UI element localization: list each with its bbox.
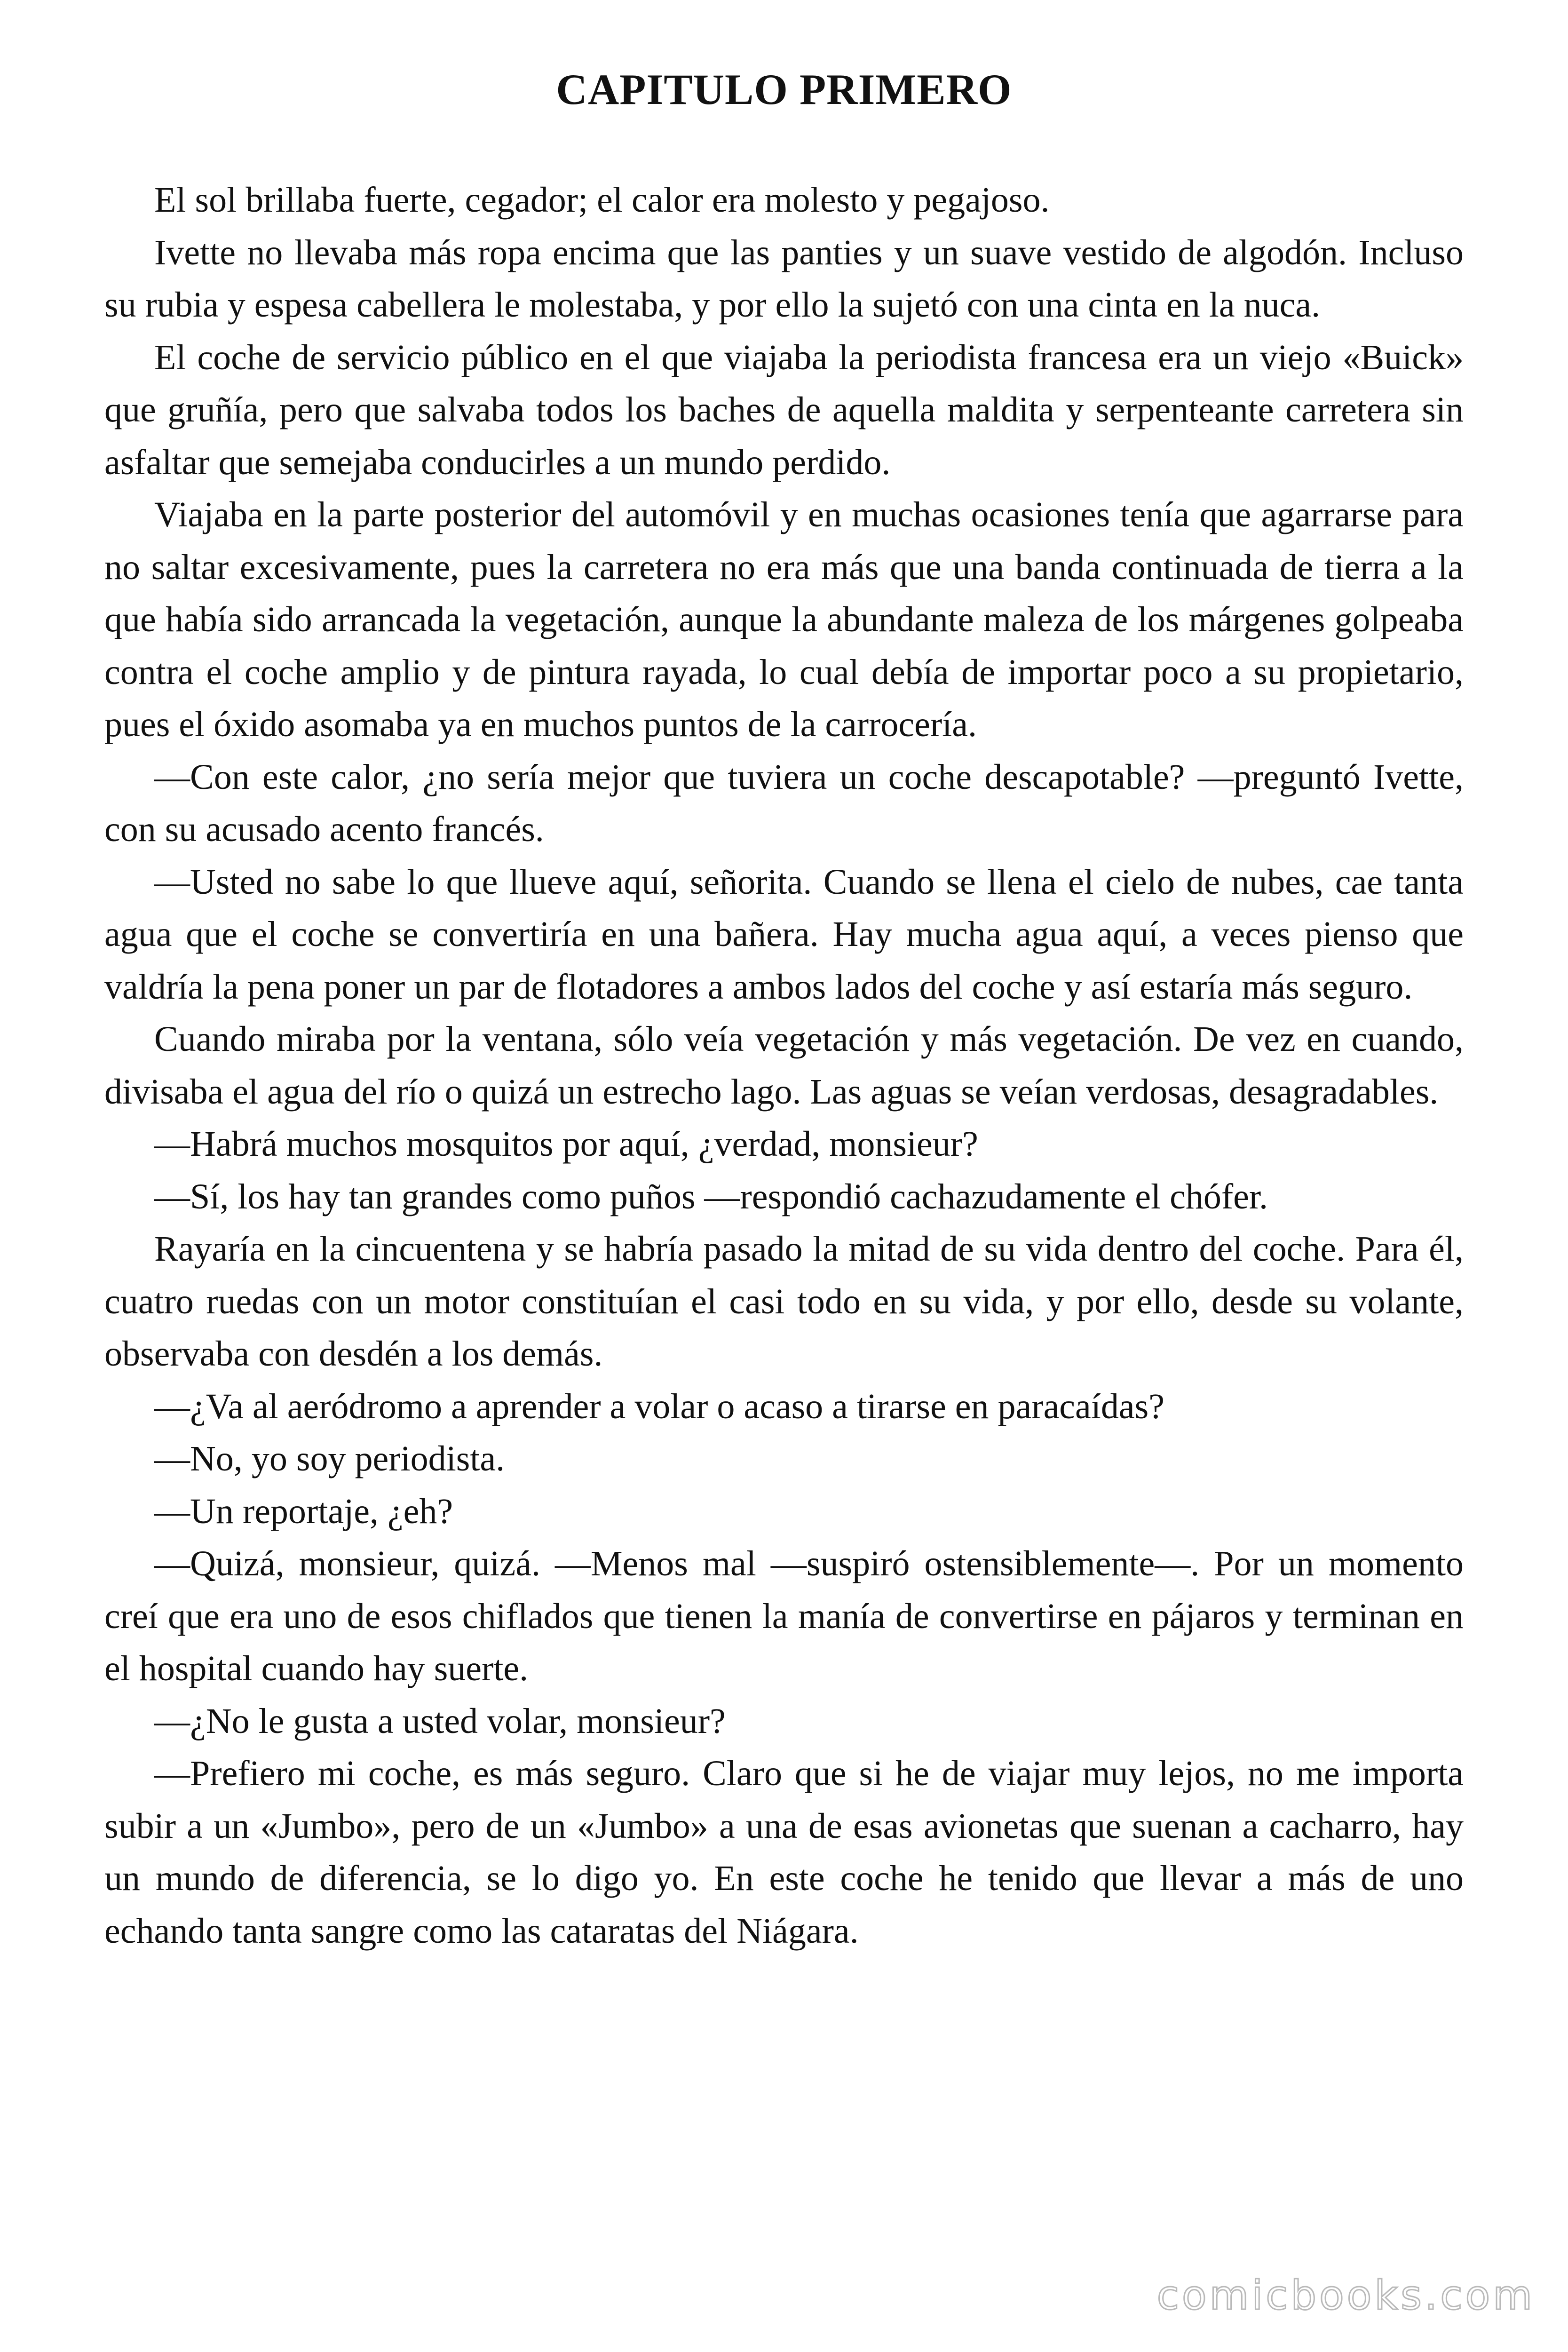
book-page <box>104 61 1464 1957</box>
paragraph: Ivette no llevaba más ropa encima que las panties y un suave vestido de algodón. Incluso su rubia y espesa cabellera le molestaba, y por ello la sujetó con una cinta en la nuca. <box>104 232 1464 325</box>
paragraph: —Prefiero mi coche, es más seguro. Claro que si he de viajar muy lejos, no me importa subir a un «Jumbo», pero de un «Jumbo» a una de esas avionetas que suenan a cacharro, hay un mundo de diferencia, se lo digo yo. En este coche he tenido que llevar a más de uno echando tanta sangre como las cataratas del Niágara. <box>104 1754 1464 1951</box>
paragraph: El sol brillaba fuerte, cegador; el calor era molesto y pegajoso. <box>154 180 1050 220</box>
paragraph: Cuando miraba por la ventana, sólo veía vegetación y más vegetación. De vez en cuando, divisaba el agua del río o quizá un estrecho lago. Las aguas se veían verdosas, desagradables. <box>104 1019 1464 1112</box>
paragraph: Viajaba en la parte posterior del automóvil y en muchas ocasiones tenía que agarrarse para no saltar excesivamente, pues la carretera no era más que una banda continuada de tierra a la que había sido arrancada la vegetación, aunque la abundante maleza de los márgenes golpeaba contra el coche amplio y de pintura rayada, lo cual debía de importar poco a su propietario, pues el óxido asomaba ya en muchos puntos de la carrocería. <box>104 495 1464 744</box>
paragraph: —No, yo soy periodista. <box>154 1439 505 1478</box>
watermark: comicbooks.com <box>1156 2272 1535 2319</box>
paragraph: —¿No le gusta a usted volar, monsieur? <box>154 1701 726 1741</box>
chapter-title: CAPITULO PRIMERO <box>556 65 1012 113</box>
paragraph: —¿Va al aeródromo a aprender a volar o acaso a tirarse en paracaídas? <box>154 1386 1164 1426</box>
paragraph: —Con este calor, ¿no sería mejor que tuviera un coche descapotable? —preguntó Ivette, con su acusado acento francés. <box>104 757 1464 849</box>
chapter-body <box>104 174 1464 1957</box>
paragraph: Rayaría en la cincuentena y se habría pasado la mitad de su vida dentro del coche. Para él, cuatro ruedas con un motor constituían el casi todo en su vida, y por ello, desde su volante, observaba con desdén a los demás. <box>104 1229 1464 1374</box>
paragraph: —Un reportaje, ¿eh? <box>154 1491 453 1531</box>
paragraph: —Habrá muchos mosquitos por aquí, ¿verdad, monsieur? <box>154 1124 978 1164</box>
paragraph: —Sí, los hay tan grandes como puños —respondió cachazudamente el chófer. <box>154 1176 1268 1216</box>
paragraph: El coche de servicio público en el que viajaba la periodista francesa era un viejo «Buick» que gruñía, pero que salvaba todos los baches de aquella maldita y serpenteante carretera sin asfaltar que semejaba conducirles a un mundo perdido. <box>104 337 1464 482</box>
paragraph: —Quizá, monsieur, quizá. —Menos mal —suspiró ostensiblemente—. Por un momento creí que era uno de esos chiflados que tienen la manía de convertirse en pájaros y terminan en el hospital cuando hay suerte. <box>104 1544 1464 1688</box>
paragraph: —Usted no sabe lo que llueve aquí, señorita. Cuando se llena el cielo de nubes, cae tanta agua que el coche se convertiría en una bañera. Hay mucha agua aquí, a veces pienso que valdría la pena poner un par de flotadores a ambos lados del coche y así estaría más seguro. <box>104 862 1464 1007</box>
